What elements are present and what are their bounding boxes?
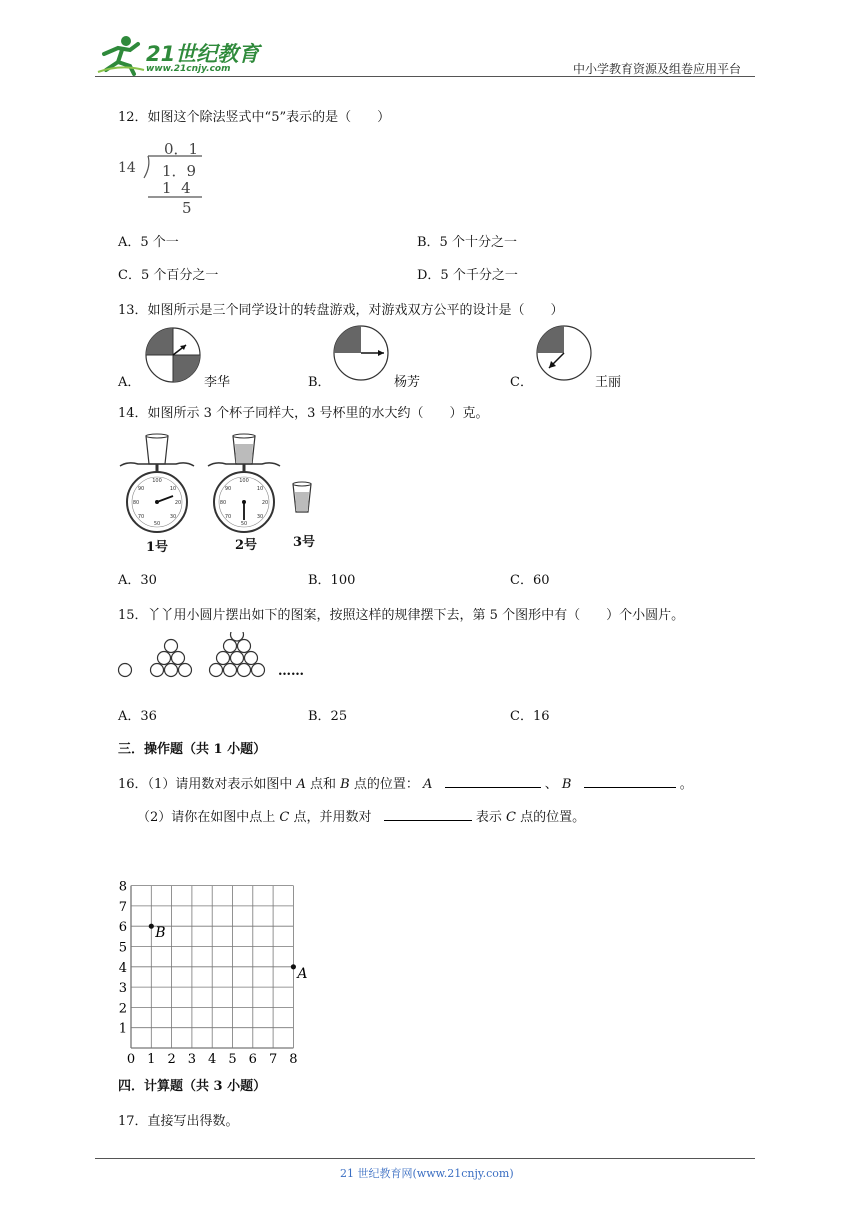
q13-option-c-letter[interactable]: C． [510,375,533,390]
q12-option-c[interactable]: C．5 个百分之一 [118,268,219,283]
q15-option-a[interactable]: A．36 [118,709,157,724]
svg-text:20: 20 [261,500,269,506]
logo-url: www.21cnjy.com [146,64,231,74]
footer-rule [95,1158,755,1159]
header-rule [95,76,755,77]
cup-label-3: 3号 [293,535,316,550]
x-tick-label: 2 [167,1052,176,1066]
section-3-title: 三．操作题（共 1 小题） [118,742,267,757]
division-product: 1 4 [162,179,191,197]
svg-text:30: 30 [169,514,177,520]
q12-option-a[interactable]: A．5 个一 [118,235,179,250]
q14-option-a[interactable]: A．30 [118,573,157,588]
q16-line-2: （2）请你在如图中点上 C 点，并用数对 表示 C 点的位置。 [137,810,586,825]
svg-text:100: 100 [239,478,249,484]
y-tick-label: 7 [118,899,127,915]
runner-logo-icon [96,34,146,76]
x-tick-label: 1 [147,1052,156,1066]
header-right-text: 中小学教育资源及组卷应用平台 [573,62,742,76]
header-logo [96,34,266,76]
q12-option-b[interactable]: B．5 个十分之一 [417,235,517,250]
footer-text[interactable]: 21 世纪教育网(www.21cnjy.com) [340,1167,514,1180]
y-tick-label: 5 [118,940,127,956]
q14-option-c[interactable]: C．60 [510,573,550,588]
answer-blank-a[interactable] [445,775,541,788]
y-tick-label: 2 [118,1001,127,1017]
grid-point-b [149,924,154,929]
q13-option-b-letter[interactable]: B． [308,375,331,390]
q15-option-c[interactable]: C．16 [510,709,550,724]
cup-label-1: 1号 [146,540,169,555]
svg-text:90: 90 [224,486,232,492]
q15-stem: 15．丫丫用小圆片摆出如下的图案，按照这样的规律摆下去，第 5 个图形中有（ ）个小圆片。 [118,608,685,623]
svg-text:70: 70 [137,514,145,520]
q14-stem: 14．如图所示 3 个杯子同样大，3 号杯里的水大约（ ）克。 [118,406,489,421]
division-remainder: 5 [182,199,192,217]
pattern-ellipsis: …… [278,664,304,679]
q14-option-b[interactable]: B．100 [308,573,356,588]
svg-text:80: 80 [219,500,227,506]
x-tick-label: 7 [268,1052,278,1066]
y-tick-label: 1 [118,1021,127,1037]
svg-text:30: 30 [256,514,264,520]
division-quotient: 0．1 [164,140,199,158]
svg-text:20: 20 [174,500,182,506]
y-tick-label: 6 [118,920,127,936]
svg-text:100: 100 [152,478,162,484]
q17-stem: 17．直接写出得数。 [118,1114,239,1129]
x-tick-label: 0 [126,1052,136,1066]
y-tick-label: 4 [118,960,127,976]
x-tick-label: 5 [228,1052,237,1066]
svg-text:10: 10 [256,486,264,492]
q12-stem: 12．如图这个除法竖式中“5”表示的是（ ） [118,110,391,125]
circle-pattern-figure [116,632,286,682]
grid-point-label-a: A [297,965,308,982]
q13-option-a-letter[interactable]: A． [118,375,141,390]
x-tick-label: 3 [187,1052,197,1066]
svg-text:70: 70 [224,514,232,520]
svg-text:80: 80 [132,500,140,506]
q13-stem: 13．如图所示是三个同学设计的转盘游戏，对游戏双方公平的设计是（ ） [118,303,564,318]
spinner-yangfang-icon [332,324,392,384]
x-tick-label: 6 [248,1052,257,1066]
point-b-label: B [340,777,350,792]
q13-option-a-name: 李华 [204,375,231,390]
point-a-label: A [296,777,306,792]
grid-point-a [291,964,296,969]
division-dividend: 1．9 [162,162,197,180]
svg-text:90: 90 [137,486,145,492]
y-tick-label: 3 [118,981,127,997]
answer-blank-b[interactable] [584,775,676,788]
grid-point-label-b: B [155,925,166,942]
x-tick-label: 8 [289,1052,298,1066]
cup-label-2: 2号 [235,538,258,553]
q12-division-figure [118,136,208,220]
q12-option-d[interactable]: D．5 个千分之一 [417,268,518,283]
answer-blank-c[interactable] [384,808,472,821]
q16-line-1: 16．（1）请用数对表示如图中 A 点和 B 点的位置： A 、 B 。 [118,777,693,792]
logo-text: 21世纪教育 [146,42,260,66]
q13-option-c-name: 王丽 [595,375,622,390]
section-4-title: 四．计算题（共 3 小题） [118,1079,267,1094]
spinner-lihua-icon [144,326,204,386]
svg-text:50: 50 [240,521,248,527]
division-divisor: 14 [118,160,136,176]
x-tick-label: 4 [208,1052,217,1066]
q15-option-b[interactable]: B．25 [308,709,348,724]
svg-text:50: 50 [153,521,161,527]
svg-text:10: 10 [169,486,177,492]
spinner-wangli-icon [535,324,595,384]
coordinate-grid[interactable] [110,856,330,1066]
y-tick-label: 8 [118,879,127,895]
q13-option-b-name: 杨芳 [394,375,421,390]
